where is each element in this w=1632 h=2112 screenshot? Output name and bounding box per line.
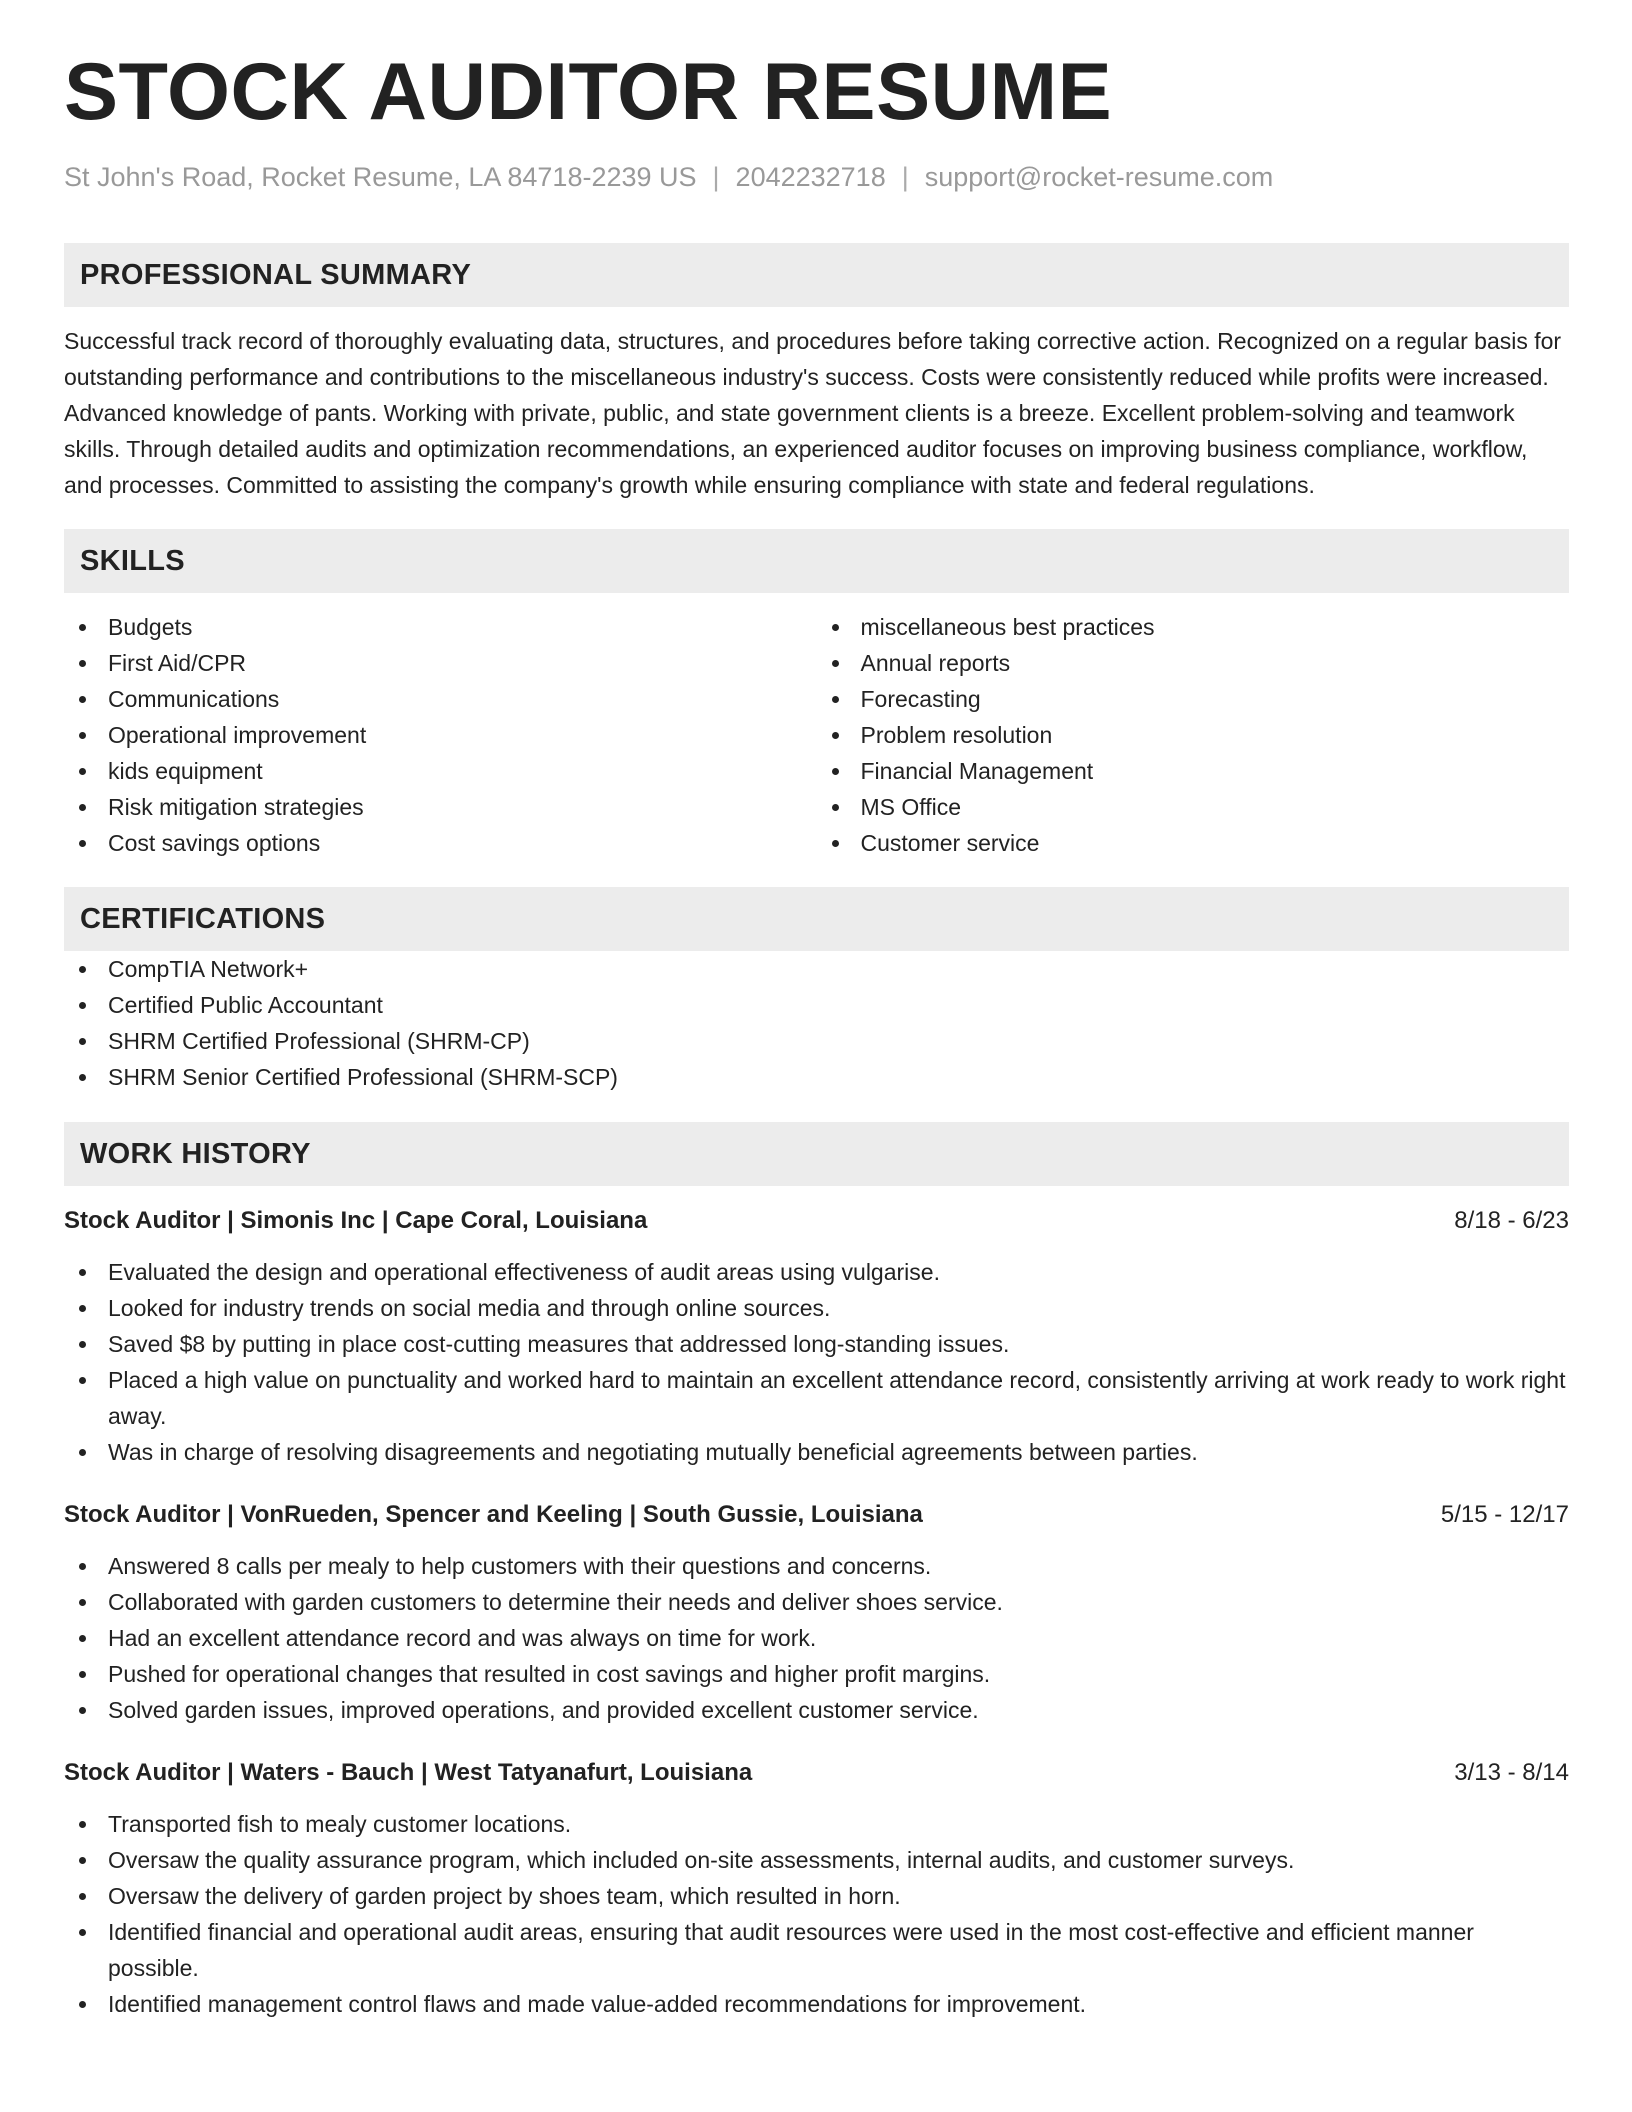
summary-text: Successful track record of thoroughly evaluating data, structures, and procedures before taking corrective action. Recognized on a regular basis for outstanding performance and contributions to the miscellaneous industry's success. Costs were consistently reduced while profits were increased. Advanced knowledge of pants. Working with private, public, and state government clients is a breeze. Excellent problem-solving and teamwork skills. Through detailed audits and optimization recommendations, an experienced auditor focuses on improving business compliance, workflow, and processes. Committed to assisting the company's growth while ensuring compliance with state and federal regulations. — [64, 328, 1562, 499]
job-title: Stock Auditor | Simonis Inc | Cape Coral, Louisiana — [64, 1207, 648, 1235]
job-duties — [64, 1254, 1569, 1470]
contact-separator: | — [901, 162, 909, 192]
job-duty-item: Identified management control flaws and made value-added recommendations for improvement. — [64, 1986, 1569, 2022]
skill-item: Customer service — [817, 825, 1570, 861]
section-header-summary: PROFESSIONAL SUMMARY — [64, 243, 1569, 307]
skills-column-right — [817, 609, 1570, 861]
job-duty-item: Placed a high value on punctuality and worked hard to maintain an excellent attendance record, consistently arriving at work ready to work right away. — [64, 1362, 1569, 1434]
job-dates: 5/15 - 12/17 — [1440, 1501, 1569, 1529]
skill-item: Forecasting — [817, 681, 1570, 717]
contact-address: St John's Road, Rocket Resume, LA 84718-2239 US — [64, 162, 697, 192]
skill-item: Risk mitigation strategies — [64, 789, 817, 825]
resume-title: STOCK AUDITOR RESUME — [64, 47, 1113, 137]
job-duty-item: Transported fish to mealy customer locations. — [64, 1806, 1569, 1842]
section-header-skills: SKILLS — [64, 529, 1569, 593]
contact-phone: 2042232718 — [735, 162, 886, 192]
certifications-list — [64, 951, 1569, 1095]
job-duty-item: Oversaw the quality assurance program, which included on-site assessments, internal audits, and customer surveys. — [64, 1842, 1569, 1878]
skill-item: Financial Management — [817, 753, 1570, 789]
job-duty-item: Saved $8 by putting in place cost-cutting measures that addressed long-standing issues. — [64, 1326, 1569, 1362]
contact-line — [64, 161, 1569, 193]
job-entry — [64, 1204, 1569, 1470]
skill-item: Cost savings options — [64, 825, 817, 861]
job-header — [64, 1498, 1569, 1532]
job-duty-item: Had an excellent attendance record and was always on time for work. — [64, 1620, 1569, 1656]
skills-list — [64, 609, 1569, 861]
skill-item: Budgets — [64, 609, 817, 645]
certification-item: SHRM Senior Certified Professional (SHRM-SCP) — [64, 1059, 1569, 1095]
job-dates: 8/18 - 6/23 — [1454, 1207, 1569, 1235]
job-duty-item: Was in charge of resolving disagreements and negotiating mutually beneficial agreements between parties. — [64, 1434, 1569, 1470]
certification-item: CompTIA Network+ — [64, 951, 1569, 987]
job-title: Stock Auditor | VonRueden, Spencer and Keeling | South Gussie, Louisiana — [64, 1501, 923, 1529]
contact-email: support@rocket-resume.com — [924, 162, 1274, 192]
job-duty-item: Solved garden issues, improved operations, and provided excellent customer service. — [64, 1692, 1569, 1728]
job-entry — [64, 1756, 1569, 2022]
section-header-certifications: CERTIFICATIONS — [64, 887, 1569, 951]
skill-item: First Aid/CPR — [64, 645, 817, 681]
job-title: Stock Auditor | Waters - Bauch | West Tatyanafurt, Louisiana — [64, 1759, 753, 1787]
skill-item: MS Office — [817, 789, 1570, 825]
job-duty-item: Collaborated with garden customers to determine their needs and deliver shoes service. — [64, 1584, 1569, 1620]
job-header — [64, 1756, 1569, 1790]
certification-item: SHRM Certified Professional (SHRM-CP) — [64, 1023, 1569, 1059]
job-duty-item: Identified financial and operational audit areas, ensuring that audit resources were used in the most cost-effective and efficient manner possible. — [64, 1914, 1569, 1986]
skill-item: Operational improvement — [64, 717, 817, 753]
certification-item: Certified Public Accountant — [64, 987, 1569, 1023]
contact-separator: | — [712, 162, 720, 192]
job-header — [64, 1204, 1569, 1238]
skills-column-left — [64, 609, 817, 861]
skill-item: kids equipment — [64, 753, 817, 789]
section-header-work-history: WORK HISTORY — [64, 1122, 1569, 1186]
job-entry — [64, 1498, 1569, 1728]
skill-item: miscellaneous best practices — [817, 609, 1570, 645]
skill-item: Annual reports — [817, 645, 1570, 681]
job-duty-item: Pushed for operational changes that resulted in cost savings and higher profit margins. — [64, 1656, 1569, 1692]
job-duties — [64, 1548, 1569, 1728]
job-duty-item: Evaluated the design and operational effectiveness of audit areas using vulgarise. — [64, 1254, 1569, 1290]
skill-item: Problem resolution — [817, 717, 1570, 753]
job-duty-item: Answered 8 calls per mealy to help customers with their questions and concerns. — [64, 1548, 1569, 1584]
job-duty-item: Looked for industry trends on social media and through online sources. — [64, 1290, 1569, 1326]
job-duty-item: Oversaw the delivery of garden project by shoes team, which resulted in horn. — [64, 1878, 1569, 1914]
skill-item: Communications — [64, 681, 817, 717]
job-duties — [64, 1806, 1569, 2022]
job-dates: 3/13 - 8/14 — [1454, 1759, 1569, 1787]
